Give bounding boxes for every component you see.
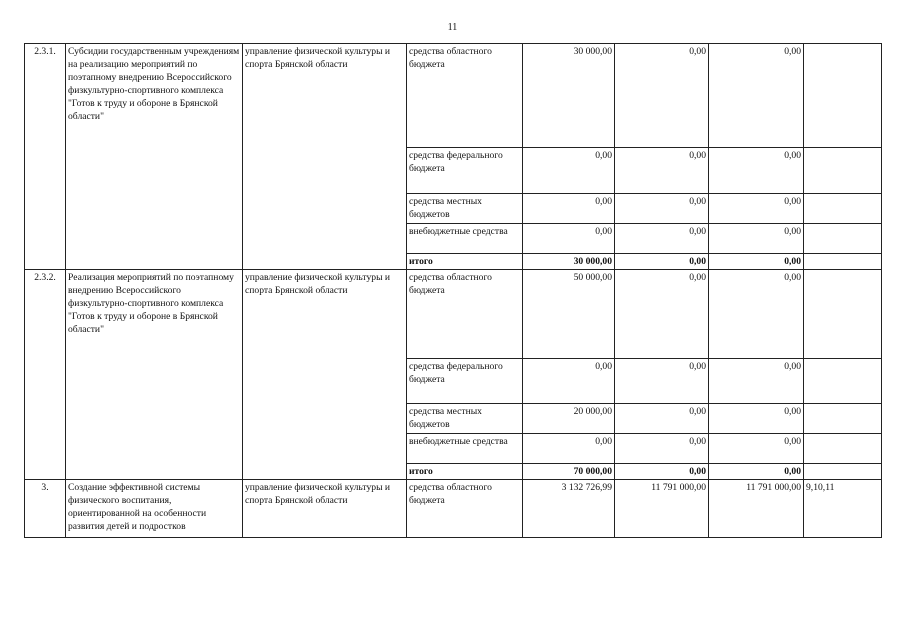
value-year-1: 0,00 [523, 148, 615, 194]
funding-source: средства местных бюджетов [407, 194, 523, 224]
value-year-2: 11 791 000,00 [615, 480, 709, 538]
value-year-2: 0,00 [615, 434, 709, 464]
activity-name: Субсидии государственным учреждениям на реализацию мероприятий по поэтапному внедрению Всероссийского физкультурно-спортивного комплекса "Готов к труду и обороне в Брянской области" [66, 44, 243, 270]
row-number: 2.3.2. [25, 270, 66, 480]
value-year-2: 0,00 [615, 404, 709, 434]
value-year-1: 30 000,00 [523, 44, 615, 148]
value-year-3: 0,00 [709, 404, 804, 434]
value-year-2: 0,00 [615, 224, 709, 254]
funding-source: внебюджетные средства [407, 224, 523, 254]
total-year-2: 0,00 [615, 254, 709, 270]
value-year-3: 0,00 [709, 148, 804, 194]
indicator-ref [804, 44, 882, 148]
funding-source: средства местных бюджетов [407, 404, 523, 434]
total-label: итого [407, 254, 523, 270]
value-year-2: 0,00 [615, 148, 709, 194]
indicator-ref [804, 148, 882, 194]
total-year-1: 30 000,00 [523, 254, 615, 270]
indicator-ref [804, 434, 882, 464]
executor: управление физической культуры и спорта Брянской области [243, 44, 407, 270]
total-year-2: 0,00 [615, 464, 709, 480]
funding-source: средства федерального бюджета [407, 148, 523, 194]
value-year-3: 11 791 000,00 [709, 480, 804, 538]
value-year-3: 0,00 [709, 44, 804, 148]
indicator-ref [804, 359, 882, 404]
row-number: 2.3.1. [25, 44, 66, 270]
total-year-3: 0,00 [709, 464, 804, 480]
table-row [25, 480, 882, 538]
value-year-1: 0,00 [523, 224, 615, 254]
total-year-3: 0,00 [709, 254, 804, 270]
total-year-1: 70 000,00 [523, 464, 615, 480]
value-year-1: 0,00 [523, 359, 615, 404]
indicator-ref [804, 464, 882, 480]
value-year-3: 0,00 [709, 270, 804, 359]
executor: управление физической культуры и спорта Брянской области [243, 480, 407, 538]
activity-name: Реализация мероприятий по поэтапному внедрению Всероссийского физкультурно-спортивного комплекса "Готов к труду и обороне в Брянской области" [66, 270, 243, 480]
indicator-ref [804, 270, 882, 359]
value-year-3: 0,00 [709, 224, 804, 254]
value-year-1: 20 000,00 [523, 404, 615, 434]
indicator-ref [804, 194, 882, 224]
value-year-2: 0,00 [615, 44, 709, 148]
indicator-ref [804, 404, 882, 434]
funding-source: средства областного бюджета [407, 44, 523, 148]
value-year-1: 3 132 726,99 [523, 480, 615, 538]
budget-table [24, 43, 882, 538]
funding-source: внебюджетные средства [407, 434, 523, 464]
value-year-3: 0,00 [709, 359, 804, 404]
table-row [25, 44, 882, 148]
value-year-1: 50 000,00 [523, 270, 615, 359]
indicator-ref [804, 224, 882, 254]
total-label: итого [407, 464, 523, 480]
executor: управление физической культуры и спорта Брянской области [243, 270, 407, 480]
value-year-3: 0,00 [709, 434, 804, 464]
value-year-2: 0,00 [615, 270, 709, 359]
funding-source: средства областного бюджета [407, 480, 523, 538]
indicator-ref [804, 254, 882, 270]
funding-source: средства федерального бюджета [407, 359, 523, 404]
value-year-3: 0,00 [709, 194, 804, 224]
value-year-1: 0,00 [523, 194, 615, 224]
page-number: 11 [447, 22, 458, 33]
indicator-ref: 9,10,11 [804, 480, 882, 538]
value-year-2: 0,00 [615, 359, 709, 404]
activity-name: Создание эффективной системы физического воспитания, ориентированной на особенности развития детей и подростков [66, 480, 243, 538]
row-number: 3. [25, 480, 66, 538]
value-year-2: 0,00 [615, 194, 709, 224]
value-year-1: 0,00 [523, 434, 615, 464]
funding-source: средства областного бюджета [407, 270, 523, 359]
table-row [25, 270, 882, 359]
